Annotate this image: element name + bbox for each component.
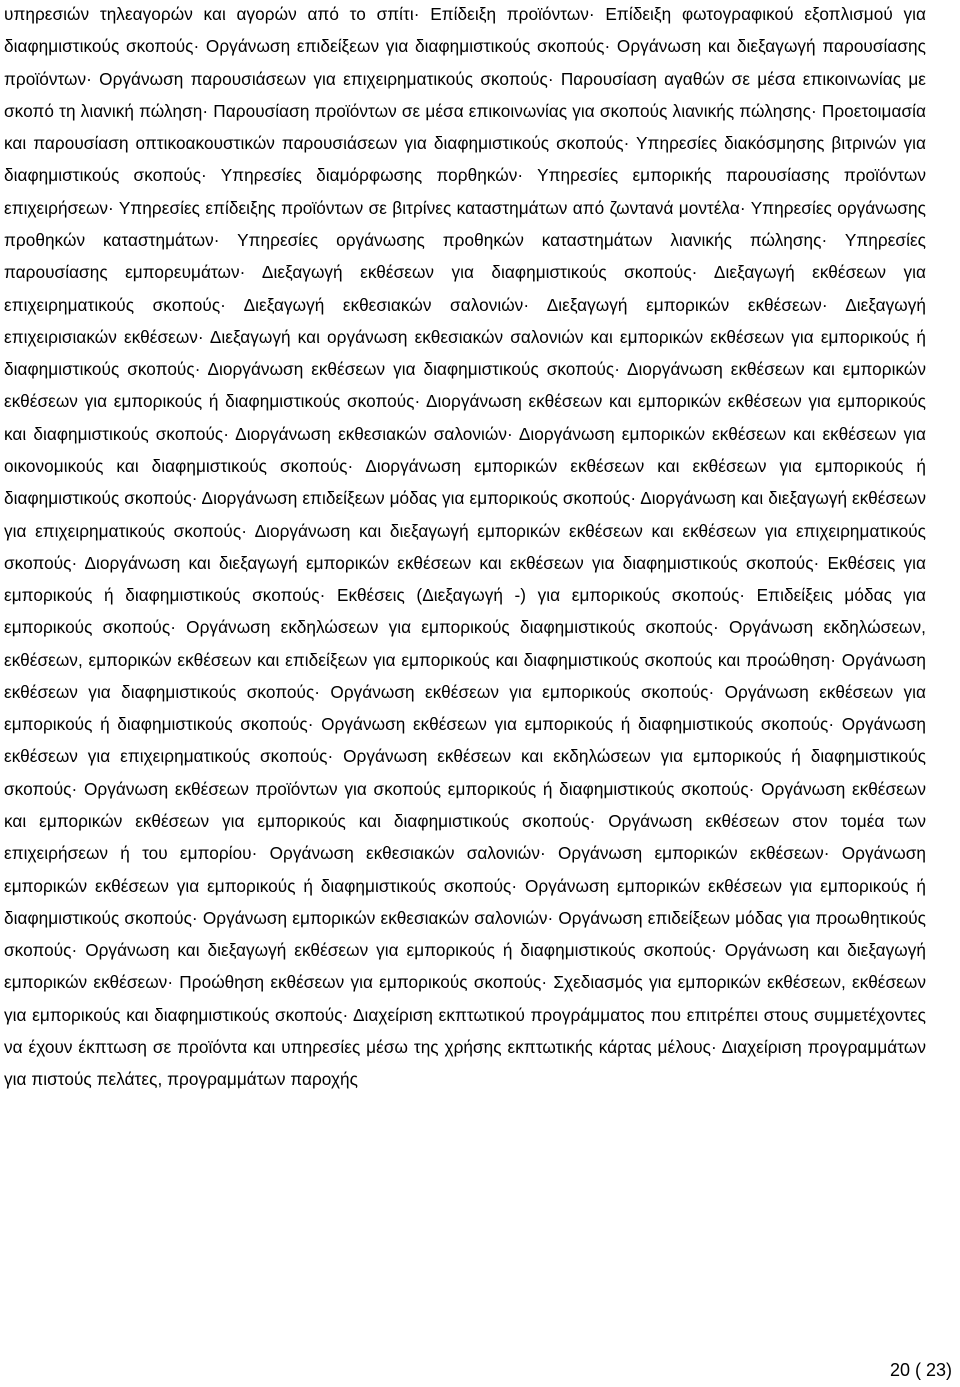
- body-text: υπηρεσιών τηλεαγορών και αγορών από το σπίτι· Επίδειξη προϊόντων· Επίδειξη φωτογραφικού εξοπλισμού για διαφημιστικούς σκοπούς· Οργάνωση επιδείξεων για διαφημιστικούς σκοπούς· Οργάνωση και διεξαγωγή παρουσίασης προϊόντων· Οργάνωση παρουσιάσεων για επιχειρηματικούς σκοπούς· Παρουσίαση αγαθών σε μέσα επικοινωνίας με σκοπό τη λιανική πώληση· Παρουσίαση προϊόντων σε μέσα επικοινωνίας για σκοπούς λιανικής πώλησης· Προετοιμασία και παρουσίαση οπτικοακουστικών παρουσιάσεων για διαφημιστικούς σκοπούς· Υπηρεσίες διακόσμησης βιτρινών για διαφημιστικούς σκοπούς· Υπηρεσίες διαμόρφωσης πορθηκών· Υπηρεσίες εμπορικής παρουσίασης προϊόντων επιχειρήσεων· Υπηρεσίες επίδειξης προϊόντων σε βιτρίνες καταστημάτων από ζωντανά μοντέλα· Υπηρεσίες οργάνωσης προθηκών καταστημάτων· Υπηρεσίες οργάνωσης προθηκών καταστημάτων λιανικής πώλησης· Υπηρεσίες παρουσίασης εμπορευμάτων· Διεξαγωγή εκθέσεων για διαφημιστικούς σκοπούς· Διεξαγωγή εκθέσεων για επιχειρηματικούς σκοπούς· Διεξαγωγή εκθεσιακών σαλονιών· Διεξαγωγή εμπορικών εκθέσεων· Διεξαγωγή επιχειρισιακών εκθέσεων· Διεξαγωγή και οργάνωση εκθεσιακών σαλονιών και εμπορικών εκθέσεων για εμπορικούς ή διαφημιστικούς σκοπούς· Διοργάνωση εκθέσεων για διαφημιστικούς σκοπούς· Διοργάνωση εκθέσεων και εμπορικών εκθέσεων για εμπορικούς ή διαφημιστικούς σκοπούς· Διοργάνωση εκθέσεων και εμπορικών εκθέσεων για εμπορικούς και διαφημιστικούς σκοπούς· Διοργάνωση εκθεσιακών σαλονιών· Διοργάνωση εμπορικών εκθέσεων και εκθέσεων για οικονομικούς και διαφημιστικούς σκοπούς· Διοργάνωση εμπορικών εκθέσεων και εκθέσεων για εμπορικούς ή διαφημιστικούς σκοπούς· Διοργάνωση επιδείξεων μόδας για εμπορικούς σκοπούς· Διοργάνωση και διεξαγωγή εκθέσεων για επιχειρηματικούς σκοπούς· Διοργάνωση και διεξαγωγή εμπορικών εκθέσεων και εκθέσεων για επιχειρηματικούς σκοπούς· Διοργάνωση και διεξαγωγή εμπορικών εκθέσεων και εκθέσεων για διαφημιστικούς σκοπούς· Εκθέσεις για εμπορικούς ή διαφημιστικούς σκοπούς· Εκθέσεις (Διεξαγωγή -) για εμπορικούς σκοπούς· Επιδείξεις μόδας για εμπορικούς σκοπούς· Οργάνωση εκδηλώσεων για εμπορικούς διαφημιστικούς σκοπούς· Οργάνωση εκδηλώσεων, εκθέσεων, εμπορικών εκθέσεων και επιδείξεων για εμπορικούς και διαφημιστικούς σκοπούς και προώθηση· Οργάνωση εκθέσεων για διαφημιστικούς σκοπούς· Οργάνωση εκθέσεων για εμπορικούς σκοπούς· Οργάνωση εκθέσεων για εμπορικούς ή διαφημιστικούς σκοπούς· Οργάνωση εκθέσεων για εμπορικούς ή διαφημιστικούς σκοπούς· Οργάνωση εκθέσεων για επιχειρηματικούς σκοπούς· Οργάνωση εκθέσεων και εκδηλώσεων για εμπορικούς ή διαφημιστικούς σκοπούς· Οργάνωση εκθέσεων προϊόντων για σκοπούς εμπορικούς ή διαφημιστικούς σκοπούς· Οργάνωση εκθέσεων και εμπορικών εκθέσεων για εμπορικούς και διαφημιστικούς σκοπούς· Οργάνωση εκθέσεων στον τομέα των επιχειρήσεων ή του εμπορίου· Οργάνωση εκθεσιακών σαλονιών· Οργάνωση εμπορικών εκθέσεων· Οργάνωση εμπορικών εκθέσεων για εμπορικούς ή διαφημιστικούς σκοπούς· Οργάνωση εμπορικών εκθέσεων για εμπορικούς ή διαφημιστικούς σκοπούς· Οργάνωση εμπορικών εκθεσιακών σαλονιών· Οργάνωση επιδείξεων μόδας για προωθητικούς σκοπούς· Οργάνωση και διεξαγωγή εκθέσεων για εμπορικούς ή διαφημιστικούς σκοπούς· Οργάνωση και διεξαγωγή εμπορικών εκθέσεων· Προώθηση εκθέσεων για εμπορικούς σκοπούς· Σχεδιασμός για εμπορικών εκθέσεων, εκθέσεων για εμπορικούς και διαφημιστικούς σκοπούς· Διαχείριση εκπτωτικού προγράμματος που επιτρέπει στους συμμετέχοντες να έχουν έκπτωση σε προϊόντα και υπηρεσίες μέσω της χρήσης εκπτωτικής κάρτας μέλους· Διαχείριση προγραμμάτων για πιστούς πελάτες, προγραμμάτων παροχής: [4, 4, 926, 1090]
- page-number: 20 ( 23): [889, 1360, 952, 1380]
